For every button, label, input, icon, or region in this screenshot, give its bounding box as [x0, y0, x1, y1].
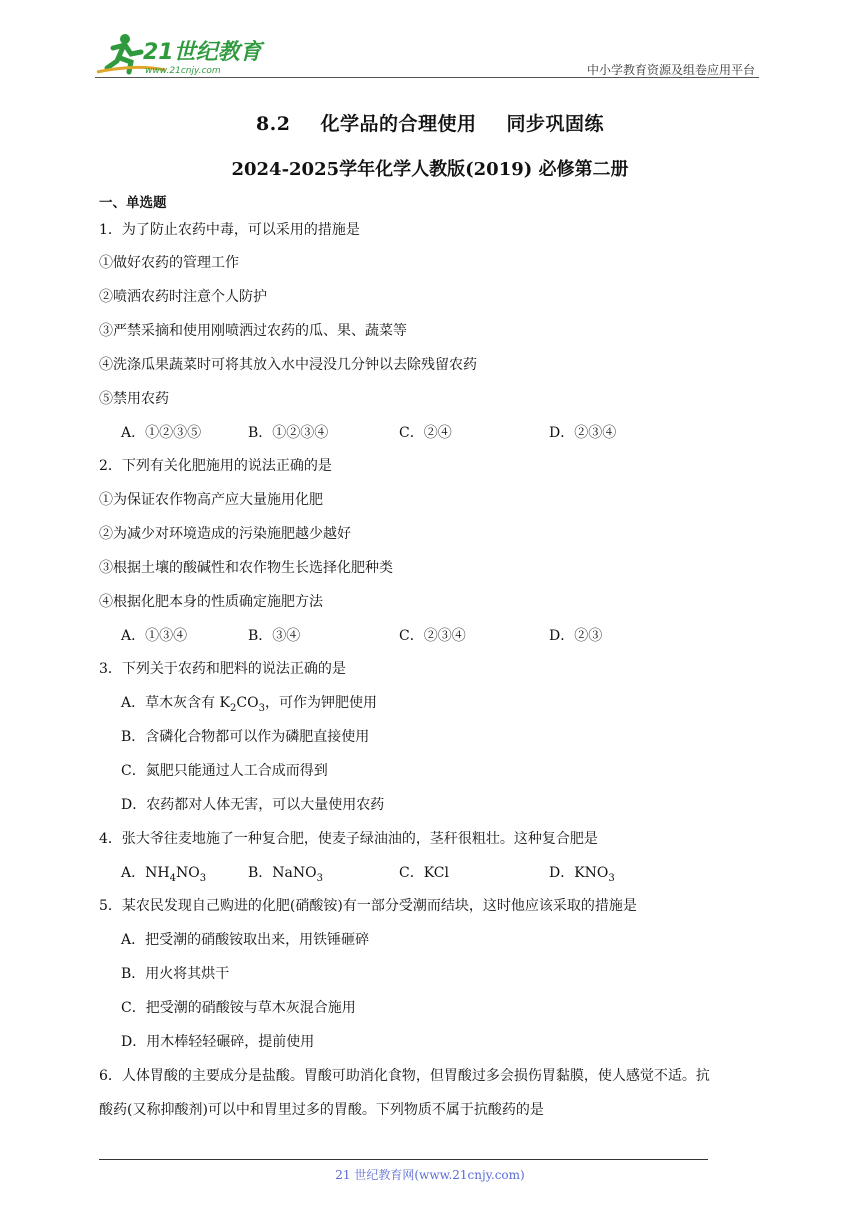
- q3-stem: 3．下列关于农药和肥料的说法正确的是: [99, 661, 346, 677]
- q1-stem: 1．为了防止农药中毒，可以采用的措施是: [99, 222, 360, 238]
- page-header: [95, 28, 759, 78]
- q4-stem: 4．张大爷往麦地施了一种复合肥，使麦子绿油油的，茎秆很粗壮。这种复合肥是: [99, 831, 598, 847]
- q4-option-d[interactable]: D．$KNO_3$: [549, 865, 615, 884]
- section-heading: 一、单选题: [99, 195, 167, 211]
- q1-item: ①做好农药的管理工作: [99, 255, 239, 271]
- q3-option-a[interactable]: A．草木灰含有 $K_2CO_3$，可作为钾肥使用: [121, 695, 377, 714]
- page-title: [0, 109, 860, 136]
- q5-option-c[interactable]: C．把受潮的硝酸铵与草木灰混合施用: [121, 1000, 356, 1016]
- q2-option-b[interactable]: B．③④: [248, 628, 301, 644]
- q2-item: ④根据化肥本身的性质确定施肥方法: [99, 594, 323, 610]
- q5-option-a[interactable]: A．把受潮的硝酸铵取出来，用铁锤砸碎: [121, 932, 370, 948]
- q5-option-d[interactable]: D．用木棒轻轻碾碎，提前使用: [121, 1034, 315, 1050]
- q2-item: ③根据土壤的酸碱性和农作物生长选择化肥种类: [99, 560, 393, 576]
- title-number: 8.2: [255, 113, 291, 135]
- q2-option-a[interactable]: A．①③④: [121, 628, 188, 644]
- svg-text:www.21cnjy.com: www.21cnjy.com: [145, 66, 221, 76]
- q1-option-d[interactable]: D．②③④: [549, 425, 617, 441]
- q2-stem: 2．下列有关化肥施用的说法正确的是: [99, 458, 332, 474]
- q4-option-c[interactable]: C．KCl: [399, 865, 449, 881]
- q3-option-d[interactable]: D．农药都对人体无害，可以大量使用农药: [121, 797, 385, 813]
- q1-option-a[interactable]: A．①②③⑤: [121, 425, 202, 441]
- footer-divider: [99, 1159, 708, 1160]
- q1-item: ②喷洒农药时注意个人防护: [99, 289, 267, 305]
- q3-option-c[interactable]: C．氮肥只能通过人工合成而得到: [121, 763, 328, 779]
- q1-option-b[interactable]: B．①②③④: [248, 425, 329, 441]
- platform-name: 中小学教育资源及组卷应用平台: [586, 63, 755, 77]
- q1-option-c[interactable]: C．②④: [399, 425, 452, 441]
- q1-item: ③严禁采摘和使用刚喷洒过农药的瓜、果、蔬菜等: [99, 323, 407, 339]
- q4-option-b[interactable]: B．NaNO$_3$: [248, 865, 323, 884]
- q6-stem-line2: 酸药(又称抑酸剂)可以中和胃里过多的胃酸。下列物质不属于抗酸药的是: [99, 1102, 544, 1118]
- q2-option-d[interactable]: D．②③: [549, 628, 603, 644]
- site-logo: [95, 28, 265, 78]
- q1-item: ⑤禁用农药: [99, 391, 169, 407]
- runner-logo-icon: [95, 28, 265, 78]
- title-topic: 化学品的合理使用: [320, 113, 477, 135]
- footer-link[interactable]: 21 世纪教育网(www.21cnjy.com): [335, 1168, 525, 1182]
- svg-text:21世纪教育: 21世纪教育: [143, 40, 262, 65]
- title-type: 同步巩固练: [506, 113, 605, 135]
- q6-stem-line1: 6．人体胃酸的主要成分是盐酸。胃酸可助消化食物，但胃酸过多会损伤胃黏膜，使人感觉不适。抗: [99, 1068, 710, 1084]
- header-divider: [95, 77, 759, 78]
- q2-item: ①为保证农作物高产应大量施用化肥: [99, 492, 323, 508]
- q5-option-b[interactable]: B．用火将其烘干: [121, 966, 230, 982]
- q3-option-b[interactable]: B．含磷化合物都可以作为磷肥直接使用: [121, 729, 370, 745]
- q2-item: ②为减少对环境造成的污染施肥越少越好: [99, 526, 351, 542]
- q5-stem: 5．某农民发现自己购进的化肥(硝酸铵)有一部分受潮而结块，这时他应该采取的措施是: [99, 898, 637, 914]
- q4-option-a[interactable]: A．$NH_4NO_3$: [121, 865, 207, 884]
- q1-item: ④洗涤瓜果蔬菜时可将其放入水中浸没几分钟以去除残留农药: [99, 357, 477, 373]
- page-subtitle: 2024-2025学年化学人教版(2019) 必修第二册: [231, 159, 629, 180]
- q2-option-c[interactable]: C．②③④: [399, 628, 466, 644]
